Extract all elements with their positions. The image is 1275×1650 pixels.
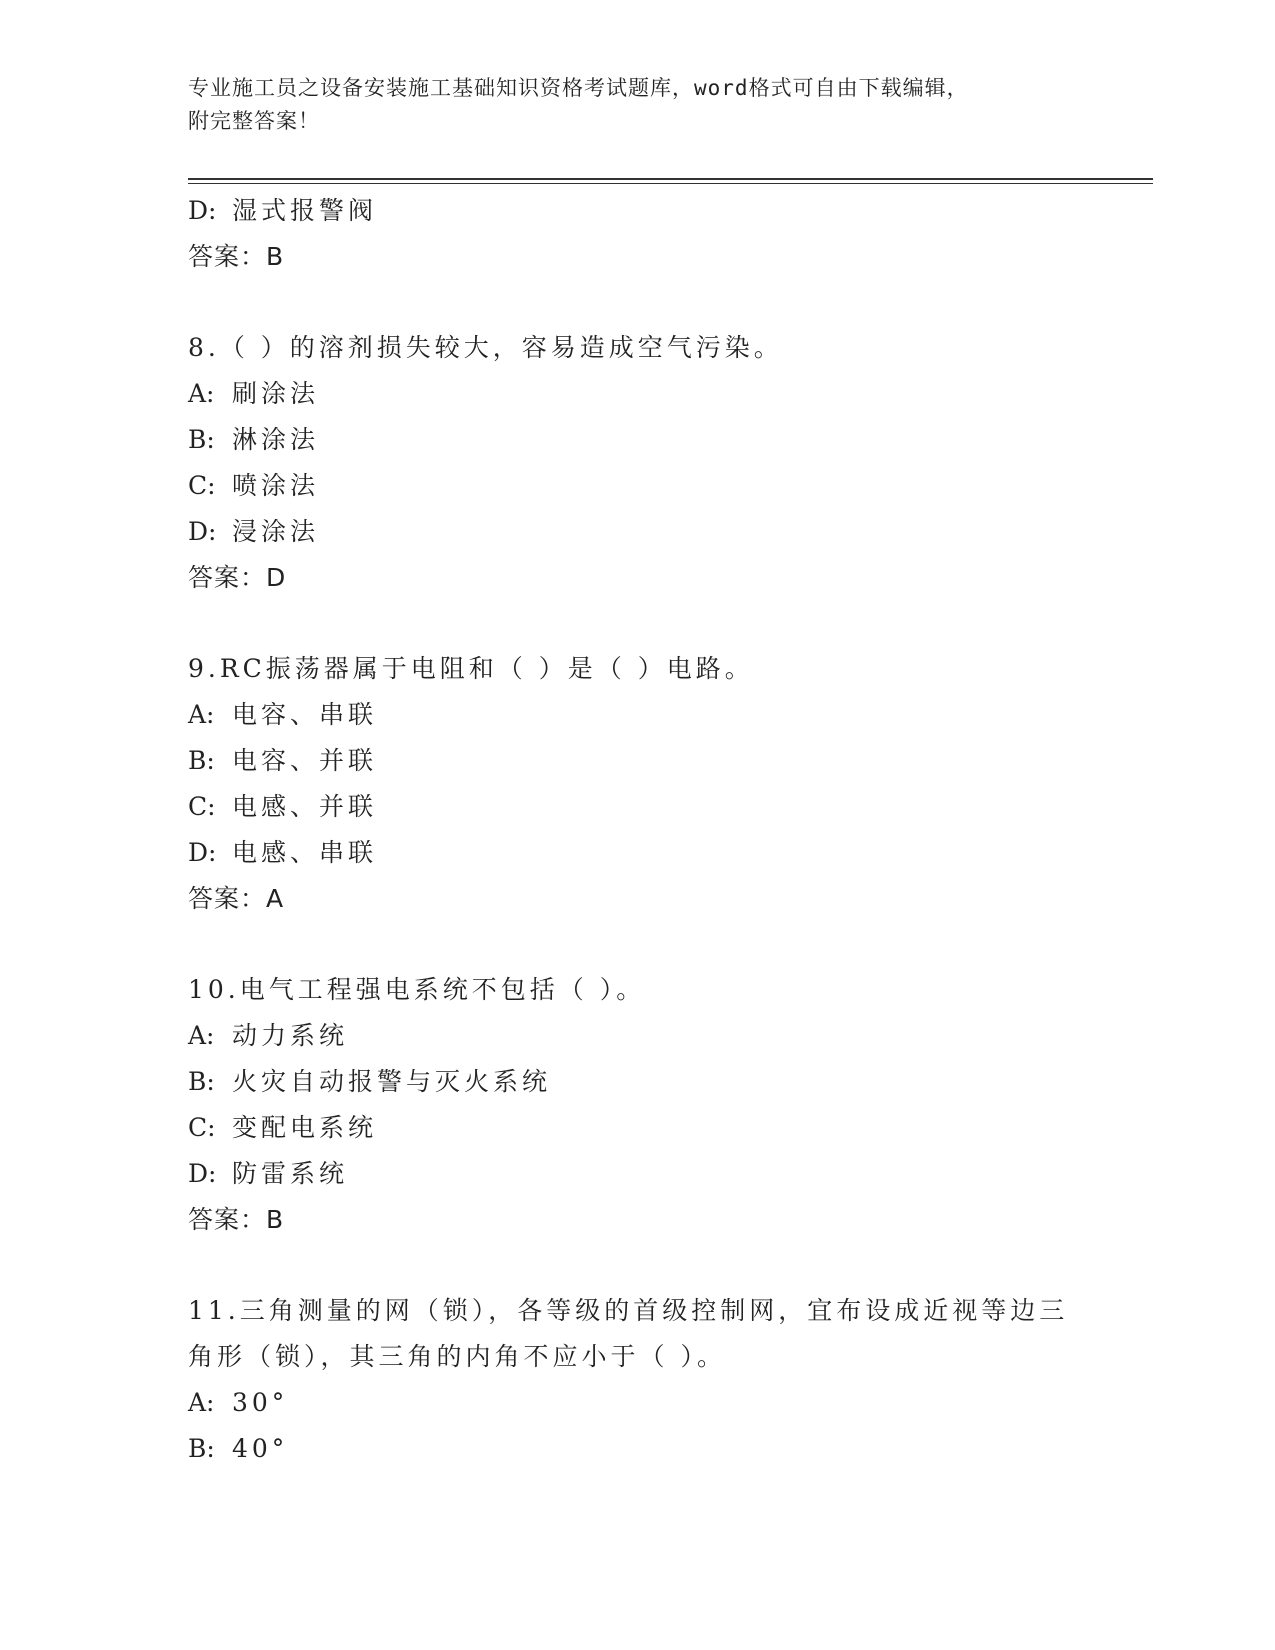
option-text: 电容、串联 — [232, 700, 378, 729]
option-text: 浸涂法 — [232, 517, 320, 546]
option-text: 30° — [232, 1388, 289, 1417]
option-label: D: — [188, 196, 217, 225]
option-label: C: — [188, 471, 216, 500]
question-stem: 11.三角测量的网（锁），各等级的首级控制网，宜布设成近视等边三 — [188, 1296, 1069, 1325]
option-line — [188, 417, 1153, 463]
option-label: B: — [188, 1067, 215, 1096]
document-header — [188, 72, 1088, 138]
option-line — [188, 1151, 1153, 1197]
option-label: A: — [188, 1021, 215, 1050]
option-label: A: — [188, 1388, 215, 1417]
option-line — [188, 1105, 1153, 1151]
option-line — [188, 738, 1153, 784]
header-line-2: 附完整答案！ — [188, 109, 320, 133]
option-text: 电容、并联 — [232, 746, 378, 775]
answer-line: 答案：B — [188, 1205, 285, 1234]
option-text: 电感、串联 — [232, 838, 378, 867]
question-stem-continued: 角形（锁），其三角的内角不应小于（ ）。 — [188, 1342, 726, 1371]
option-label: B: — [188, 425, 215, 454]
header-rule-thick — [188, 178, 1153, 180]
option-text: 动力系统 — [232, 1021, 349, 1050]
option-label: B: — [188, 1434, 215, 1463]
option-text: 防雷系统 — [232, 1159, 349, 1188]
option-text: 喷涂法 — [232, 471, 320, 500]
header-rule-thin — [188, 183, 1153, 184]
option-line — [188, 1426, 1153, 1472]
option-text: 淋涂法 — [232, 425, 320, 454]
option-line — [188, 371, 1153, 417]
option-label: A: — [188, 379, 215, 408]
question-list — [188, 188, 1153, 1472]
option-label: C: — [188, 1113, 216, 1142]
option-line — [188, 509, 1153, 555]
option-line — [188, 784, 1153, 830]
option-text: 变配电系统 — [232, 1113, 378, 1142]
question-stem: 9.RC振荡器属于电阻和（ ）是（ ）电路。 — [188, 654, 754, 683]
option-line — [188, 463, 1153, 509]
question-stem: 8.（ ）的溶剂损失较大，容易造成空气污染。 — [188, 333, 783, 362]
option-line — [188, 692, 1153, 738]
option-text: 湿式报警阀 — [232, 196, 378, 225]
option-text: 刷涂法 — [232, 379, 320, 408]
option-line — [188, 1380, 1153, 1426]
option-line — [188, 1059, 1153, 1105]
option-label: B: — [188, 746, 215, 775]
option-label: D: — [188, 517, 217, 546]
option-text: 火灾自动报警与灭火系统 — [232, 1067, 552, 1096]
answer-line: 答案：A — [188, 884, 285, 913]
option-label: D: — [188, 1159, 217, 1188]
answer-line: 答案：B — [188, 242, 285, 271]
answer-line: 答案：D — [188, 563, 287, 592]
option-line — [188, 830, 1153, 876]
question-stem: 10.电气工程强电系统不包括（ ）。 — [188, 975, 646, 1004]
header-line-1: 专业施工员之设备安装施工基础知识资格考试题库，word格式可自由下载编辑， — [188, 76, 969, 100]
option-line — [188, 188, 1153, 234]
option-label: C: — [188, 792, 216, 821]
option-text: 40° — [232, 1434, 289, 1463]
option-label: D: — [188, 838, 217, 867]
option-text: 电感、并联 — [232, 792, 378, 821]
option-line — [188, 1013, 1153, 1059]
option-label: A: — [188, 700, 215, 729]
